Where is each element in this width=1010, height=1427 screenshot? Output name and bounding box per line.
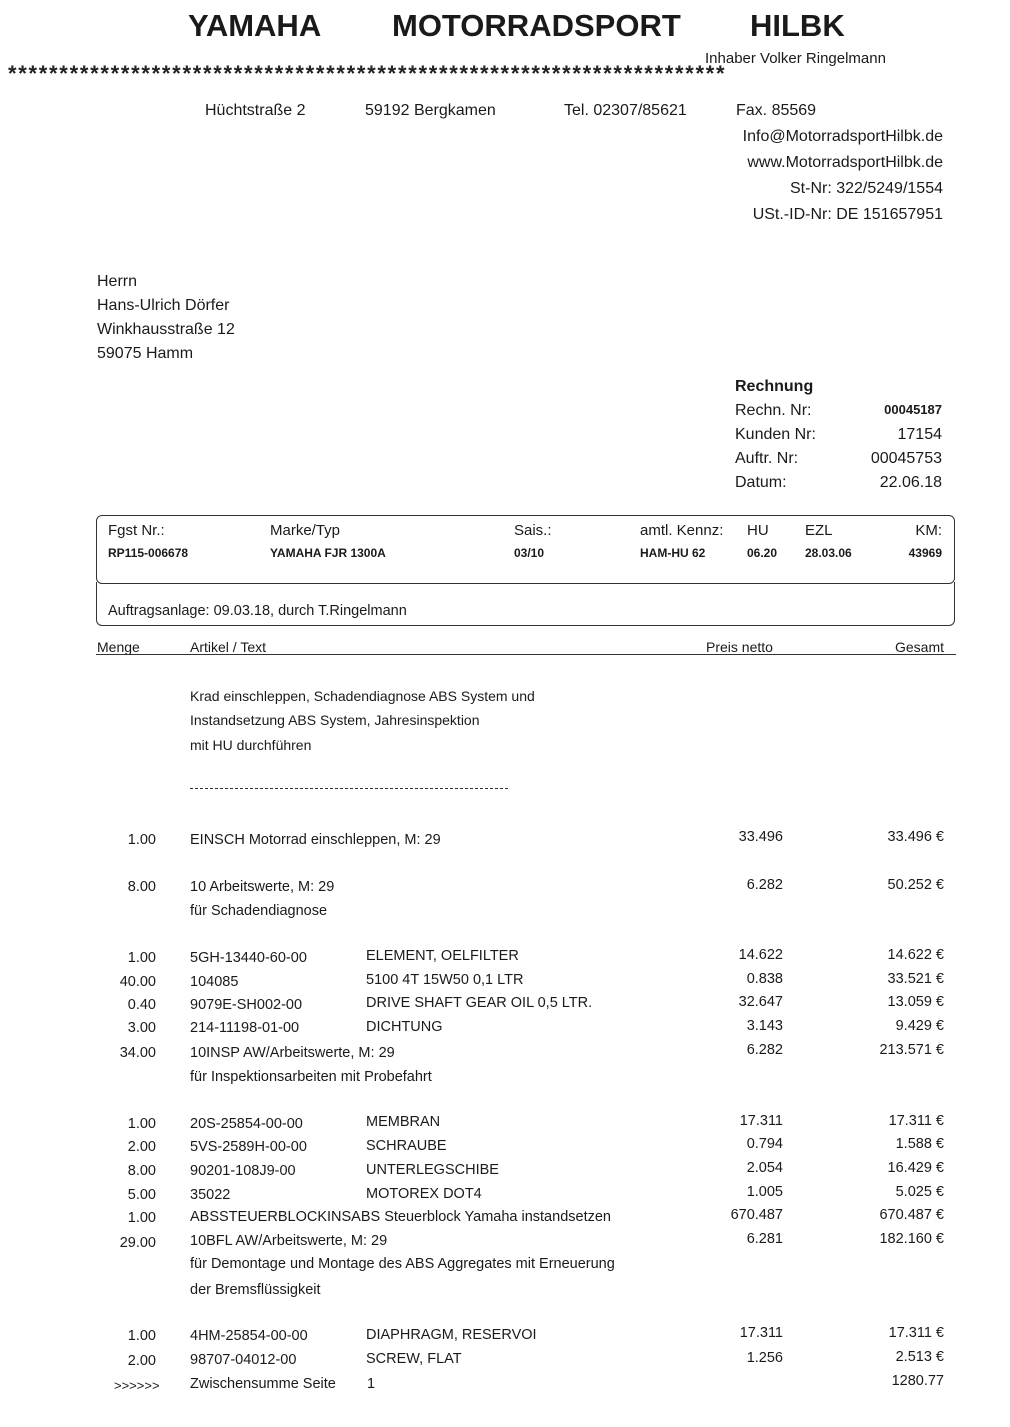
star-divider: **********************************************************************	[8, 61, 727, 86]
header-divider	[96, 654, 956, 655]
vehicle-header-kennz: amtl. Kennz:	[640, 522, 724, 539]
vehicle-hu: 06.20	[747, 546, 778, 560]
item-article: 104085	[190, 974, 239, 990]
item-total: 13.059 €	[887, 994, 944, 1010]
item-qty: 1.00	[127, 832, 156, 848]
item-description: SCHRAUBE	[366, 1138, 447, 1154]
company-street: Hüchtstraße 2	[205, 102, 306, 119]
item-note: für Demontage und Montage des ABS Aggregates mit Erneuerung	[190, 1256, 615, 1272]
item-net-price: 2.054	[746, 1160, 783, 1176]
item-net-price: 0.838	[746, 971, 783, 987]
recipient-name: Hans-Ulrich Dörfer	[97, 297, 230, 314]
item-description: MEMBRAN	[366, 1114, 441, 1130]
item-net-price: 0.794	[746, 1136, 783, 1152]
item-article: ABSSTEUERBLOCKINSABS Steuerblock Yamaha instandsetzen	[190, 1209, 611, 1225]
item-total: 670.487 €	[879, 1207, 944, 1223]
vehicle-chassis-number: RP115-006678	[108, 546, 189, 560]
item-article: 214-11198-01-00	[190, 1020, 300, 1036]
customer-number-value: 17154	[897, 426, 942, 443]
item-total: 9.429 €	[895, 1018, 944, 1034]
recipient-salutation: Herrn	[97, 273, 138, 290]
company-email: Info@MotorradsportHilbk.de	[742, 128, 943, 145]
item-qty: 8.00	[127, 1163, 156, 1179]
customer-number-label: Kunden Nr:	[735, 426, 816, 443]
item-description: MOTOREX DOT4	[366, 1186, 482, 1202]
vehicle-plate: HAM-HU 62	[640, 546, 706, 560]
item-net-price: 33.496	[738, 829, 783, 845]
item-net-price: 670.487	[730, 1207, 783, 1223]
company-city: 59192 Bergkamen	[365, 102, 496, 119]
vehicle-mileage: 43969	[908, 546, 942, 560]
item-qty: 1.00	[127, 1210, 156, 1226]
item-description: DIAPHRAGM, RESERVOI	[366, 1327, 537, 1343]
company-name-word: MOTORRADSPORT	[392, 8, 681, 43]
date-label: Datum:	[735, 474, 787, 491]
recipient-city: 59075 Hamm	[97, 345, 194, 362]
description-line: Instandsetzung ABS System, Jahresinspektion	[190, 712, 480, 728]
item-description: UNTERLEGSCHIBE	[366, 1162, 499, 1178]
item-article: 10BFL AW/Arbeitswerte, M: 29	[190, 1233, 388, 1249]
column-net-price: Preis netto	[706, 639, 773, 655]
order-number-value: 00045753	[870, 450, 942, 467]
item-note: der Bremsflüssigkeit	[190, 1282, 321, 1298]
item-article: EINSCH Motorrad einschleppen, M: 29	[190, 832, 441, 848]
item-qty: 34.00	[119, 1045, 156, 1061]
vehicle-header-marke: Marke/Typ	[270, 522, 341, 539]
item-total: 1.588 €	[895, 1136, 944, 1152]
subtotal-label: Zwischensumme Seite	[190, 1376, 336, 1392]
vehicle-header-ezl: EZL	[805, 522, 833, 539]
owner-line: Inhaber Volker Ringelmann	[705, 50, 886, 67]
item-net-price: 6.281	[746, 1231, 783, 1247]
item-qty: 0.40	[127, 997, 156, 1013]
item-qty: 40.00	[119, 974, 156, 990]
item-net-price: 1.005	[746, 1184, 783, 1200]
invoice-number-value: 00045187	[884, 402, 942, 417]
vehicle-model: YAMAHA FJR 1300A	[270, 546, 386, 560]
item-total: 33.521 €	[887, 971, 944, 987]
company-name-word: HILBK	[750, 8, 845, 43]
item-total: 2.513 €	[895, 1349, 944, 1365]
item-total: 182.160 €	[879, 1231, 944, 1247]
item-net-price: 32.647	[738, 994, 783, 1010]
item-description: DICHTUNG	[366, 1019, 443, 1035]
item-net-price: 3.143	[746, 1018, 783, 1034]
item-qty: 5.00	[127, 1187, 156, 1203]
item-total: 14.622 €	[887, 947, 944, 963]
item-description: 5100 4T 15W50 0,1 LTR	[366, 972, 524, 988]
subtotal-value: 1280.77	[891, 1373, 944, 1389]
column-total: Gesamt	[894, 639, 944, 655]
vehicle-header-hu: HU	[747, 522, 769, 539]
company-website: www.MotorradsportHilbk.de	[747, 154, 943, 171]
item-total: 50.252 €	[887, 877, 944, 893]
column-article: Artikel / Text	[190, 639, 266, 655]
item-article: 5GH-13440-60-00	[190, 950, 307, 966]
item-qty: 1.00	[127, 1116, 156, 1132]
invoice-heading: Rechnung	[735, 378, 814, 395]
vehicle-registration-date: 28.03.06	[805, 546, 852, 560]
item-net-price: 1.256	[746, 1350, 783, 1366]
item-description: SCREW, FLAT	[366, 1351, 462, 1367]
item-total: 5.025 €	[895, 1184, 944, 1200]
vehicle-header-sais: Sais.:	[514, 522, 552, 539]
item-total: 33.496 €	[887, 829, 944, 845]
item-article: 4HM-25854-00-00	[190, 1328, 308, 1344]
item-article: 5VS-2589H-00-00	[190, 1139, 307, 1155]
item-article: 98707-04012-00	[190, 1352, 297, 1368]
description-line: mit HU durchführen	[190, 737, 312, 753]
company-fax: Fax. 85569	[736, 102, 817, 119]
vat-id: USt.-ID-Nr: DE 151657951	[752, 206, 943, 223]
item-article: 90201-108J9-00	[190, 1163, 296, 1179]
order-note: Auftragsanlage: 09.03.18, durch T.Ringelmann	[108, 603, 407, 619]
order-number-label: Auftr. Nr:	[735, 450, 799, 467]
date-value: 22.06.18	[879, 474, 942, 491]
item-total: 17.311 €	[888, 1325, 944, 1341]
item-qty: 3.00	[127, 1020, 156, 1036]
item-net-price: 17.311	[739, 1325, 783, 1341]
item-article: 20S-25854-00-00	[190, 1116, 303, 1132]
item-description: DRIVE SHAFT GEAR OIL 0,5 LTR.	[366, 995, 593, 1011]
item-article: 9079E-SH002-00	[190, 997, 303, 1013]
item-qty: 2.00	[127, 1353, 156, 1369]
item-qty: 8.00	[127, 879, 156, 895]
description-divider	[190, 788, 508, 789]
item-net-price: 14.622	[738, 947, 783, 963]
subtotal-page: 1	[367, 1376, 376, 1392]
item-qty: 2.00	[127, 1139, 156, 1155]
item-net-price: 17.311	[739, 1113, 783, 1129]
item-total: 213.571 €	[879, 1042, 944, 1058]
tax-number: St-Nr: 322/5249/1554	[790, 180, 943, 197]
item-qty: 1.00	[127, 1328, 156, 1344]
recipient-street: Winkhausstraße 12	[97, 321, 235, 338]
item-description: ELEMENT, OELFILTER	[366, 948, 519, 964]
company-name-word: YAMAHA	[188, 8, 322, 43]
invoice-number-label: Rechn. Nr:	[735, 402, 812, 419]
item-article: 10 Arbeitswerte, M: 29	[190, 879, 335, 895]
item-net-price: 6.282	[746, 877, 783, 893]
item-qty: 29.00	[119, 1235, 156, 1251]
vehicle-season: 03/10	[514, 546, 545, 560]
item-qty: 1.00	[127, 950, 156, 966]
item-note: für Inspektionsarbeiten mit Probefahrt	[190, 1069, 432, 1085]
company-phone: Tel. 02307/85621	[564, 102, 687, 119]
item-article: 10INSP AW/Arbeitswerte, M: 29	[190, 1045, 395, 1061]
item-article: 35022	[190, 1187, 231, 1203]
item-net-price: 6.282	[746, 1042, 783, 1058]
vehicle-header-km: KM:	[915, 522, 942, 539]
column-qty: Menge	[97, 639, 140, 655]
item-total: 16.429 €	[887, 1160, 944, 1176]
vehicle-header-fgst: Fgst Nr.:	[108, 522, 165, 539]
item-note: für Schadendiagnose	[190, 903, 328, 919]
item-total: 17.311 €	[888, 1113, 944, 1129]
description-line: Krad einschleppen, Schadendiagnose ABS System und	[190, 688, 535, 704]
subtotal-marker: >>>>>>	[114, 1378, 160, 1393]
